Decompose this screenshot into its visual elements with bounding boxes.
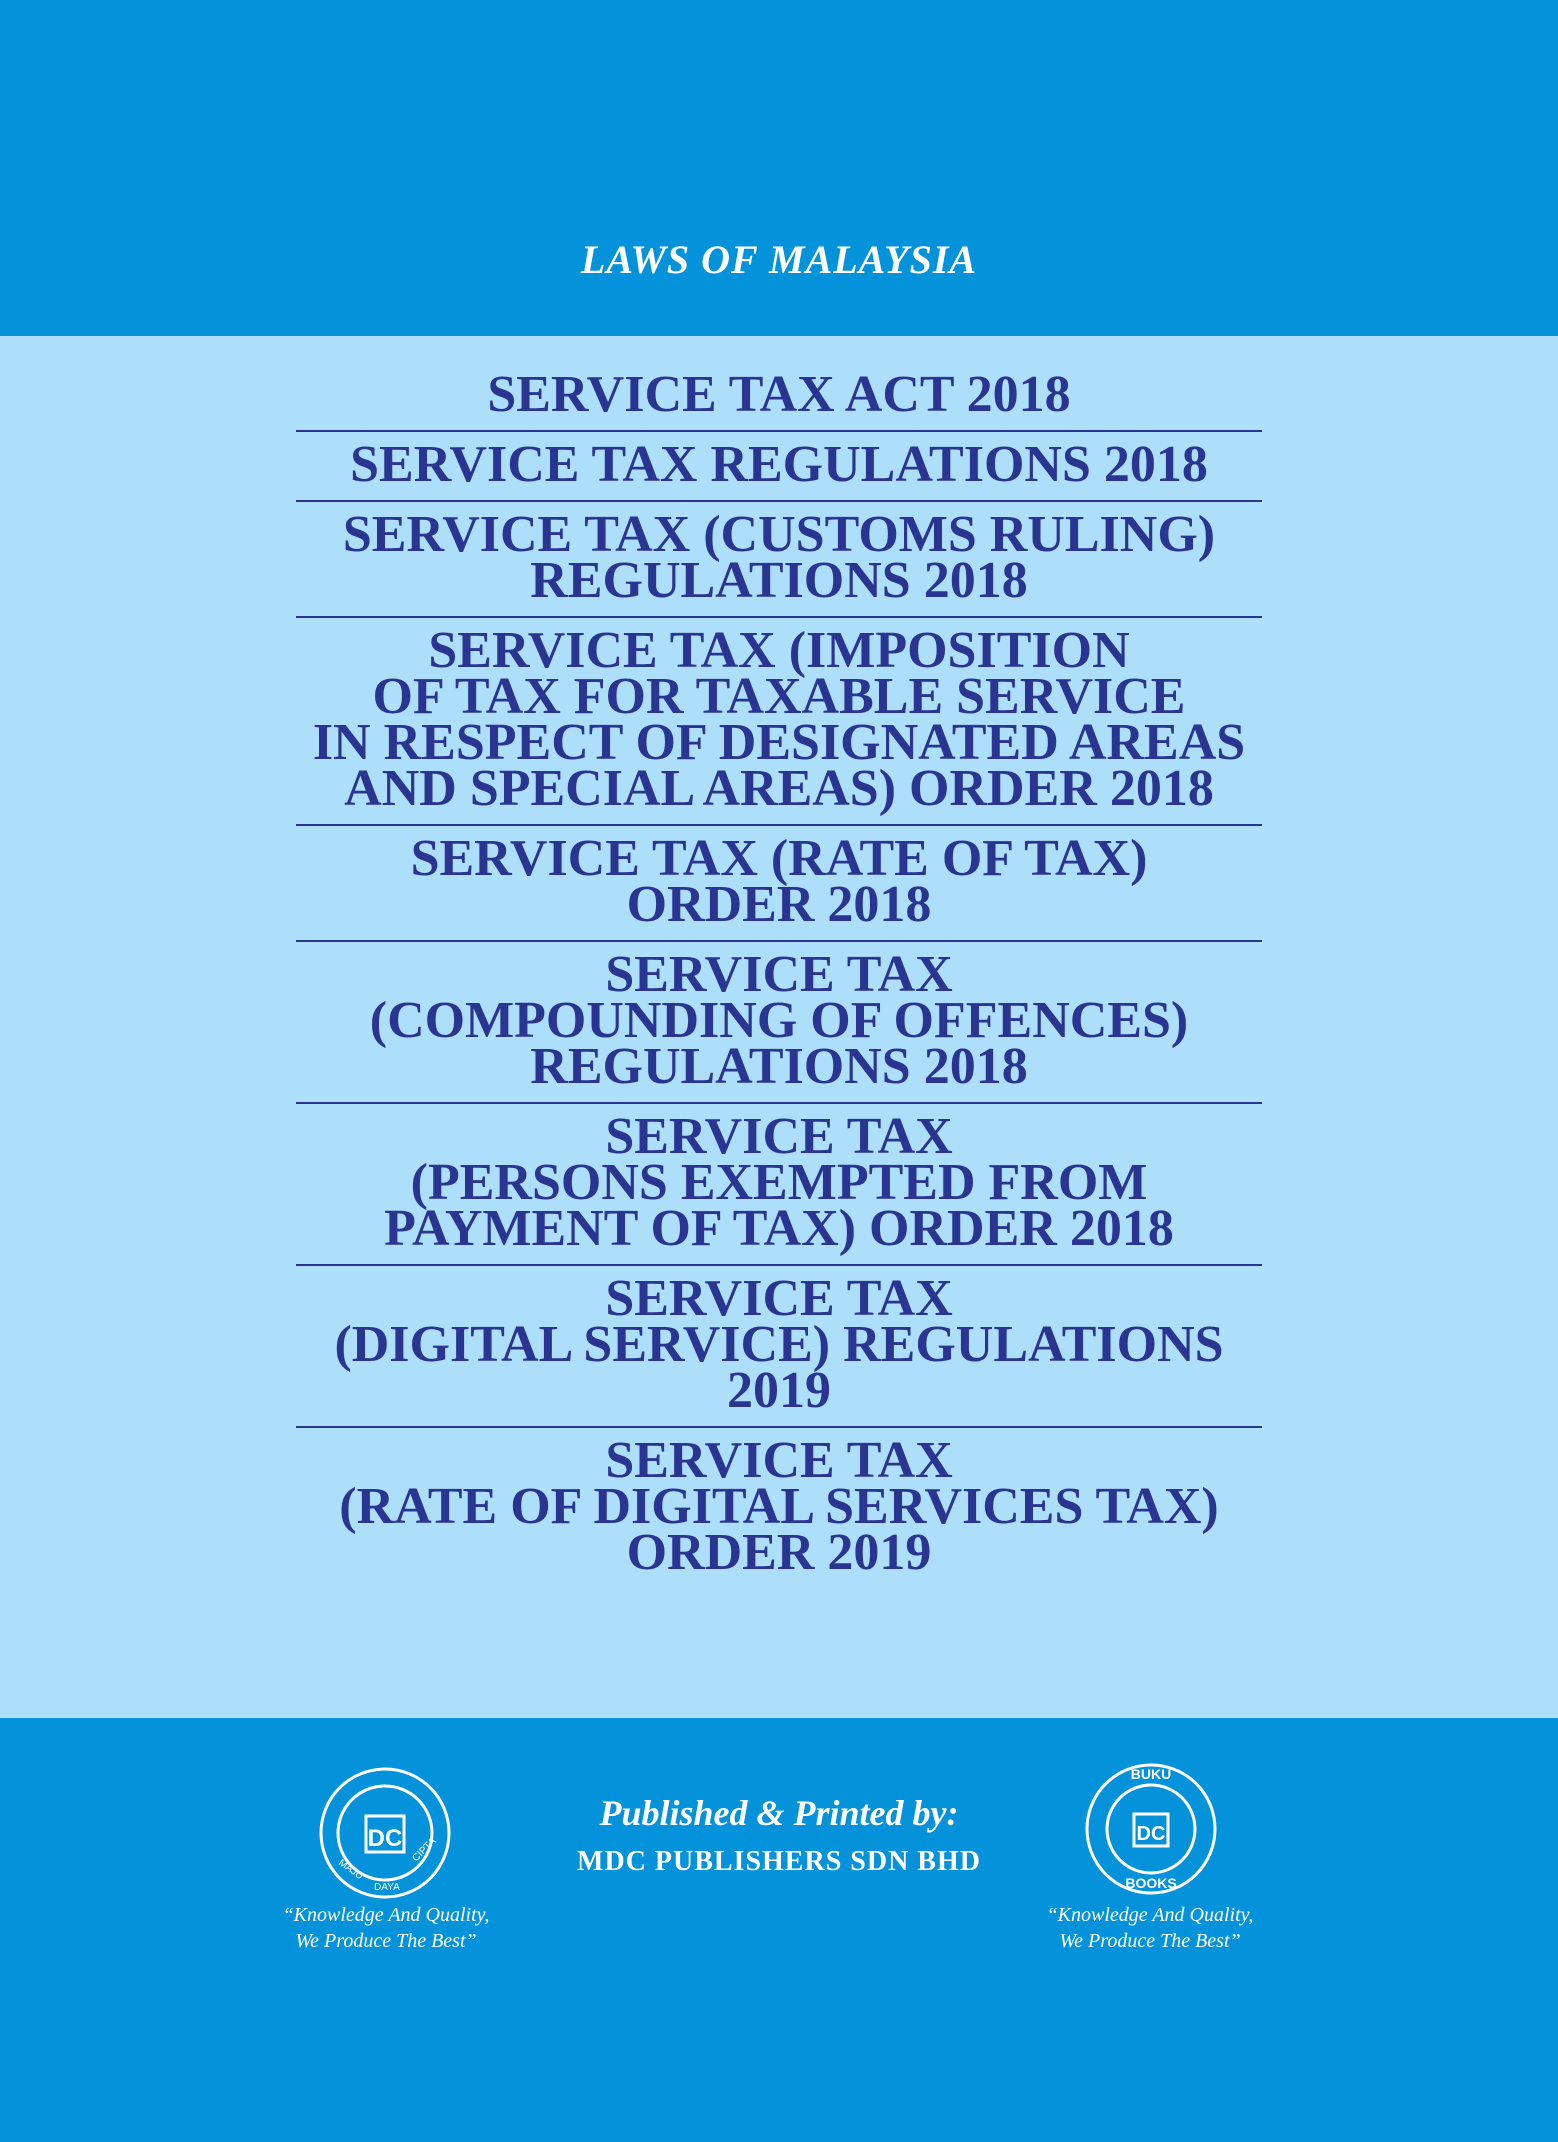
publication-title bbox=[296, 432, 1262, 500]
publication-title bbox=[296, 1266, 1262, 1426]
publication-title-line: AND SPECIAL AREAS) ORDER 2018 bbox=[344, 760, 1214, 817]
publication-title bbox=[296, 502, 1262, 616]
publication-title-line: SERVICE TAX ACT 2018 bbox=[487, 366, 1071, 423]
left-logo-ring-word: CIPTA bbox=[410, 1836, 439, 1865]
left-logo-ring-word: MAJU bbox=[336, 1857, 365, 1883]
publication-title-line: (COMPOUNDING OF OFFENCES) bbox=[369, 992, 1189, 1049]
publisher-caption: Published & Printed by: bbox=[599, 1793, 959, 1833]
publication-title-line: SERVICE TAX bbox=[605, 1108, 953, 1165]
publication-title-line: ORDER 2019 bbox=[626, 1524, 932, 1581]
publication-title bbox=[296, 1428, 1262, 1588]
publication-title bbox=[296, 356, 1262, 430]
publication-title-line: SERVICE TAX (IMPOSITION bbox=[428, 622, 1130, 679]
right-logo-ring-top: BUKU bbox=[1130, 1766, 1172, 1782]
left-motto bbox=[236, 1902, 536, 1954]
publication-title-line: SERVICE TAX bbox=[605, 1270, 953, 1327]
left-logo-ring-word: DAYA bbox=[374, 1882, 400, 1893]
publication-title-line: (RATE OF DIGITAL SERVICES TAX) bbox=[339, 1478, 1219, 1535]
buku-books-logo-icon bbox=[1084, 1762, 1218, 1896]
title-list bbox=[0, 356, 1558, 1588]
publication-title bbox=[296, 826, 1262, 940]
publication-title-line: OF TAX FOR TAXABLE SERVICE bbox=[372, 668, 1186, 725]
right-motto-line: We Produce The Best” bbox=[1059, 1930, 1241, 1952]
publication-title-line: SERVICE TAX (RATE OF TAX) bbox=[410, 830, 1148, 887]
publication-title-line: SERVICE TAX bbox=[605, 1432, 953, 1489]
publication-title-line: PAYMENT OF TAX) ORDER 2018 bbox=[384, 1200, 1174, 1257]
series-title: LAWS OF MALAYSIA bbox=[580, 237, 978, 282]
left-motto-line: We Produce The Best” bbox=[295, 1930, 477, 1952]
right-motto bbox=[1000, 1902, 1300, 1954]
left-motto-line: “Knowledge And Quality, bbox=[282, 1904, 490, 1926]
publication-title-line: SERVICE TAX bbox=[605, 946, 953, 1003]
right-logo-ring-bottom: BOOKS bbox=[1125, 1875, 1177, 1891]
publication-title-line: 2019 bbox=[727, 1362, 831, 1419]
titles-panel bbox=[0, 336, 1558, 1718]
publication-title-line: IN RESPECT OF DESIGNATED AREAS bbox=[312, 714, 1246, 771]
right-motto-line: “Knowledge And Quality, bbox=[1046, 1904, 1254, 1926]
right-logo-monogram: DC bbox=[1136, 1823, 1166, 1845]
footer-band bbox=[0, 1718, 1558, 2142]
publication-title-line: SERVICE TAX REGULATIONS 2018 bbox=[350, 436, 1208, 493]
publication-title-line: SERVICE TAX (CUSTOMS RULING) bbox=[342, 506, 1216, 563]
publisher-name: MDC PUBLISHERS SDN BHD bbox=[577, 1846, 981, 1877]
publication-title-line: REGULATIONS 2018 bbox=[530, 1038, 1028, 1095]
publication-title-line: ORDER 2018 bbox=[626, 876, 932, 933]
publication-title-line: REGULATIONS 2018 bbox=[530, 552, 1028, 609]
publication-title bbox=[296, 618, 1262, 824]
left-logo-monogram: DC bbox=[367, 1825, 403, 1852]
publication-title-line: (PERSONS EXEMPTED FROM bbox=[410, 1154, 1148, 1211]
publication-title bbox=[296, 942, 1262, 1102]
publication-title bbox=[296, 1104, 1262, 1264]
publication-title-line: (DIGITAL SERVICE) REGULATIONS bbox=[334, 1316, 1224, 1373]
header-band bbox=[0, 0, 1558, 336]
